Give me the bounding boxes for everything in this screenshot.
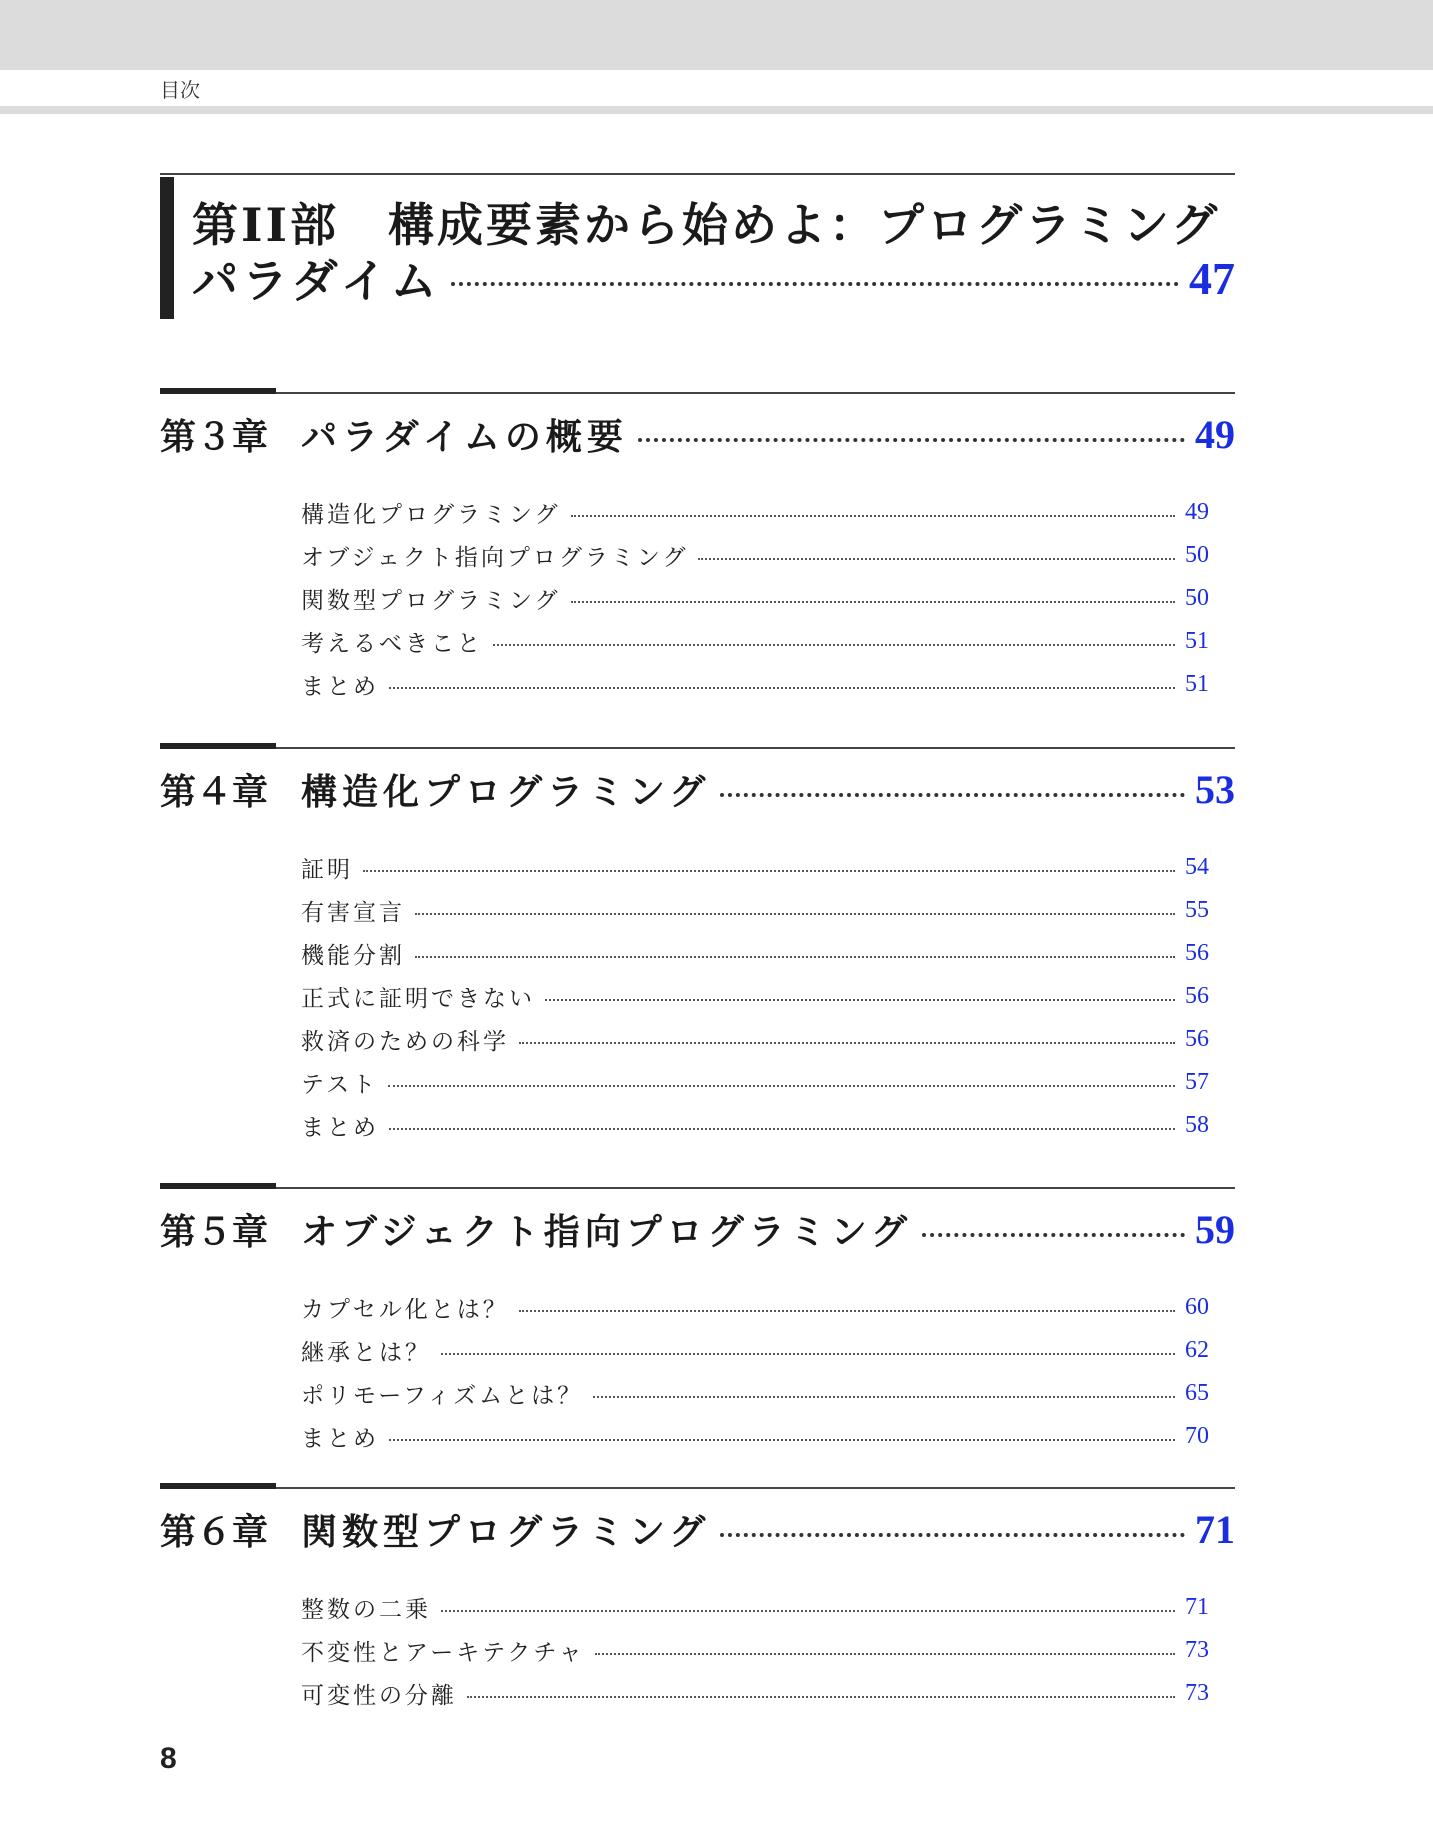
chapter-5 <box>160 1187 1235 1458</box>
section-list <box>301 491 1209 706</box>
part-page-number[interactable]: 47 <box>1189 252 1235 304</box>
leader-dots <box>388 1085 1175 1087</box>
section-page-number[interactable]: 56 <box>1185 1026 1209 1052</box>
part-title-line2: パラダイム <box>192 254 441 308</box>
toc-entry[interactable] <box>301 620 1209 663</box>
section-page-number[interactable]: 65 <box>1185 1380 1209 1406</box>
chapter-title: パラダイムの概要 <box>301 415 628 458</box>
chapter-page-number[interactable]: 71 <box>1195 1506 1235 1552</box>
chapter-title: 構造化プログラミング <box>301 770 711 813</box>
leader-dots <box>493 644 1175 646</box>
page-number-folio: 8 <box>160 1742 177 1775</box>
section-page-number[interactable]: 51 <box>1185 671 1209 697</box>
section-list <box>301 1586 1209 1715</box>
chapter-label: 第６章 <box>160 1510 269 1553</box>
toc-entry[interactable] <box>301 534 1209 577</box>
header-rule <box>0 106 1433 114</box>
section-title: 関数型プログラミング <box>301 588 561 614</box>
section-page-number[interactable]: 70 <box>1185 1423 1209 1449</box>
toc-entry[interactable] <box>301 1415 1209 1458</box>
section-title: テスト <box>301 1072 379 1098</box>
leader-dots <box>389 1128 1175 1130</box>
toc-entry[interactable] <box>301 975 1209 1018</box>
chapter-rule-accent <box>160 743 276 749</box>
chapter-page-number[interactable]: 49 <box>1195 411 1235 457</box>
toc-entry[interactable] <box>301 889 1209 932</box>
section-list <box>301 1286 1209 1458</box>
chapter-4 <box>160 747 1235 1147</box>
leader-dots <box>595 1653 1175 1655</box>
chapter-6 <box>160 1487 1235 1715</box>
toc-entry[interactable] <box>301 1586 1209 1629</box>
leader-dots <box>415 956 1175 958</box>
section-title: 有害宣言 <box>301 900 405 926</box>
chapter-rule-accent <box>160 388 276 394</box>
section-page-number[interactable]: 55 <box>1185 897 1209 923</box>
chapter-label: 第５章 <box>160 1210 269 1253</box>
chapter-heading <box>160 1497 1235 1561</box>
running-header: 目次 <box>160 78 200 102</box>
section-title: 不変性とアーキテクチャ <box>301 1640 585 1666</box>
section-title: オブジェクト指向プログラミング <box>301 545 689 571</box>
leader-dots <box>922 1233 1185 1237</box>
section-title: 考えるべきこと <box>301 631 483 657</box>
leader-dots <box>519 1042 1175 1044</box>
chapter-rule <box>160 1487 1235 1489</box>
leader-dots <box>571 601 1175 603</box>
toc-entry[interactable] <box>301 1018 1209 1061</box>
section-title: まとめ <box>301 674 379 700</box>
part-heading <box>160 173 1235 321</box>
toc-entry[interactable] <box>301 1329 1209 1372</box>
section-title: 構造化プログラミング <box>301 502 561 528</box>
chapter-rule-accent <box>160 1183 276 1189</box>
chapter-3 <box>160 392 1235 706</box>
toc-entry[interactable] <box>301 1061 1209 1104</box>
leader-dots <box>389 1439 1175 1441</box>
section-title: 救済のための科学 <box>301 1029 509 1055</box>
section-title: まとめ <box>301 1426 379 1452</box>
leader-dots <box>519 1310 1175 1312</box>
section-page-number[interactable]: 56 <box>1185 983 1209 1009</box>
section-title: まとめ <box>301 1115 379 1141</box>
toc-entry[interactable] <box>301 1286 1209 1329</box>
section-title: ポリモーフィズムとは？ <box>301 1383 584 1409</box>
chapter-rule <box>160 747 1235 749</box>
leader-dots <box>441 1610 1175 1612</box>
section-page-number[interactable]: 62 <box>1185 1337 1209 1363</box>
section-list <box>301 846 1209 1147</box>
section-page-number[interactable]: 50 <box>1185 585 1209 611</box>
toc-entry[interactable] <box>301 932 1209 975</box>
leader-dots <box>720 1533 1185 1537</box>
section-page-number[interactable]: 58 <box>1185 1112 1209 1138</box>
section-page-number[interactable]: 60 <box>1185 1294 1209 1320</box>
section-title: 可変性の分離 <box>301 1683 457 1709</box>
section-title: 正式に証明できない <box>301 986 535 1012</box>
section-title: カプセル化とは？ <box>301 1297 509 1323</box>
chapter-label: 第３章 <box>160 415 269 458</box>
leader-dots <box>389 687 1175 689</box>
chapter-heading <box>160 1197 1235 1261</box>
chapter-rule <box>160 1187 1235 1189</box>
section-title: 整数の二乗 <box>301 1597 431 1623</box>
section-page-number[interactable]: 57 <box>1185 1069 1209 1095</box>
section-page-number[interactable]: 73 <box>1185 1680 1209 1706</box>
leader-dots <box>415 913 1175 915</box>
toc-entry[interactable] <box>301 491 1209 534</box>
section-page-number[interactable]: 51 <box>1185 628 1209 654</box>
part-title-row <box>192 247 1235 309</box>
part-bar <box>160 177 174 319</box>
toc-entry[interactable] <box>301 663 1209 706</box>
section-page-number[interactable]: 50 <box>1185 542 1209 568</box>
leader-dots <box>571 515 1175 517</box>
section-page-number[interactable]: 54 <box>1185 854 1209 880</box>
chapter-label: 第４章 <box>160 770 269 813</box>
section-title: 証明 <box>301 857 353 883</box>
part-title-line1: 第II部 構成要素から始めよ：プログラミング <box>192 198 1221 252</box>
leader-dots <box>545 999 1175 1001</box>
section-page-number[interactable]: 49 <box>1185 499 1209 525</box>
leader-dots <box>451 282 1179 286</box>
chapter-page-number[interactable]: 53 <box>1195 766 1235 812</box>
chapter-heading <box>160 757 1235 821</box>
section-page-number[interactable]: 71 <box>1185 1594 1209 1620</box>
chapter-rule <box>160 392 1235 394</box>
toc-entry[interactable] <box>301 577 1209 620</box>
top-band <box>0 0 1433 70</box>
section-page-number[interactable]: 73 <box>1185 1637 1209 1663</box>
section-title: 継承とは？ <box>301 1340 431 1366</box>
toc-entry[interactable] <box>301 1372 1209 1415</box>
leader-dots <box>698 558 1175 560</box>
chapter-rule-accent <box>160 1483 276 1489</box>
toc-entry[interactable] <box>301 1629 1209 1672</box>
leader-dots <box>363 870 1175 872</box>
leader-dots <box>593 1396 1175 1398</box>
leader-dots <box>441 1353 1175 1355</box>
chapter-heading <box>160 402 1235 466</box>
section-page-number[interactable]: 56 <box>1185 940 1209 966</box>
chapter-page-number[interactable]: 59 <box>1195 1206 1235 1252</box>
chapter-title: オブジェクト指向プログラミング <box>301 1210 913 1253</box>
toc-entry[interactable] <box>301 846 1209 889</box>
section-title: 機能分割 <box>301 943 405 969</box>
leader-dots <box>638 438 1185 442</box>
leader-dots <box>467 1696 1175 1698</box>
toc-entry[interactable] <box>301 1104 1209 1147</box>
chapter-title: 関数型プログラミング <box>301 1510 711 1553</box>
leader-dots <box>720 793 1185 797</box>
toc-entry[interactable] <box>301 1672 1209 1715</box>
